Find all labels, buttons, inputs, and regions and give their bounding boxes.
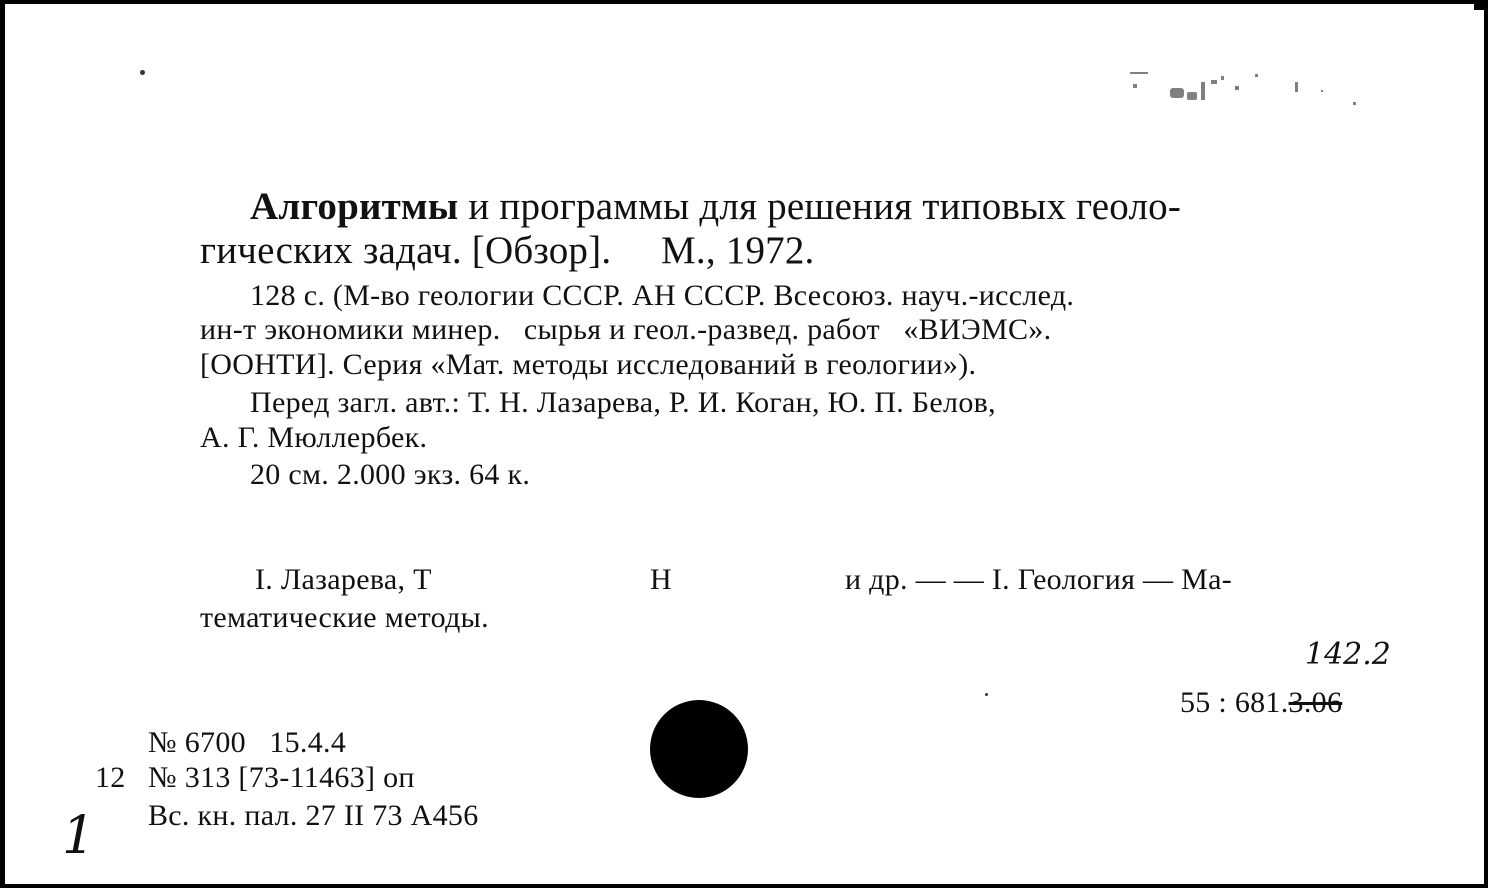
punch-hole bbox=[650, 700, 748, 798]
card-border-left bbox=[0, 0, 5, 888]
description-line-1: 128 с. (М-во геологии СССР. АН СССР. Всесоюз. науч.-исслед. bbox=[250, 279, 1075, 312]
udc-prefix: 55 : 681. bbox=[1180, 686, 1289, 719]
tracing-line-1-b: Н bbox=[650, 563, 672, 596]
card-border-bottom bbox=[0, 884, 1488, 888]
udc-struck-suffix: 3.06 bbox=[1288, 686, 1343, 719]
speck bbox=[140, 70, 145, 75]
description-line-2: ин-т экономики минер. сырья и геол.-развед. работ «ВИЭМС». bbox=[200, 313, 1052, 346]
title-line-2: гических задач. [Обзор]. М., 1972. bbox=[200, 229, 815, 272]
handwritten-number: 1 bbox=[62, 806, 96, 866]
tracing-line-1-c: и др. — — I. Геология — Ма- bbox=[845, 563, 1232, 596]
title-first-word: Алгоритмы bbox=[250, 185, 459, 228]
description-line-5: А. Г. Мюллербек. bbox=[200, 421, 428, 454]
card-border-right bbox=[1484, 0, 1488, 888]
footer-line-2-prefix: 12 bbox=[95, 761, 126, 794]
footer-line-3: Вс. кн. пал. 27 II 73 А456 bbox=[148, 799, 479, 832]
card-border-top bbox=[0, 0, 1488, 4]
title-line-1 bbox=[250, 187, 1181, 226]
tracing-line-1-a: I. Лазарева, Т bbox=[255, 563, 432, 596]
footer-line-1: № 6700 15.4.4 bbox=[148, 726, 347, 759]
handwritten-class-number: 142.2 bbox=[1305, 637, 1391, 672]
description-line-6: 20 см. 2.000 экз. 64 к. bbox=[250, 458, 531, 491]
description-line-3: [ООНТИ]. Серия «Мат. методы исследований в геологии»). bbox=[200, 348, 977, 381]
footer-line-2: № 313 [73-11463] оп bbox=[148, 761, 415, 794]
title-line-1-rest: и программы для решения типовых геоло- bbox=[458, 185, 1182, 228]
description-line-4: Перед загл. авт.: Т. Н. Лазарева, Р. И. Коган, Ю. П. Белов, bbox=[250, 386, 996, 419]
tracing-line-2: тематические методы. bbox=[200, 601, 489, 634]
udc-number bbox=[1180, 688, 1342, 718]
speck bbox=[985, 693, 988, 696]
library-stamp bbox=[1125, 58, 1365, 113]
card-corner-mark bbox=[1474, 0, 1488, 10]
